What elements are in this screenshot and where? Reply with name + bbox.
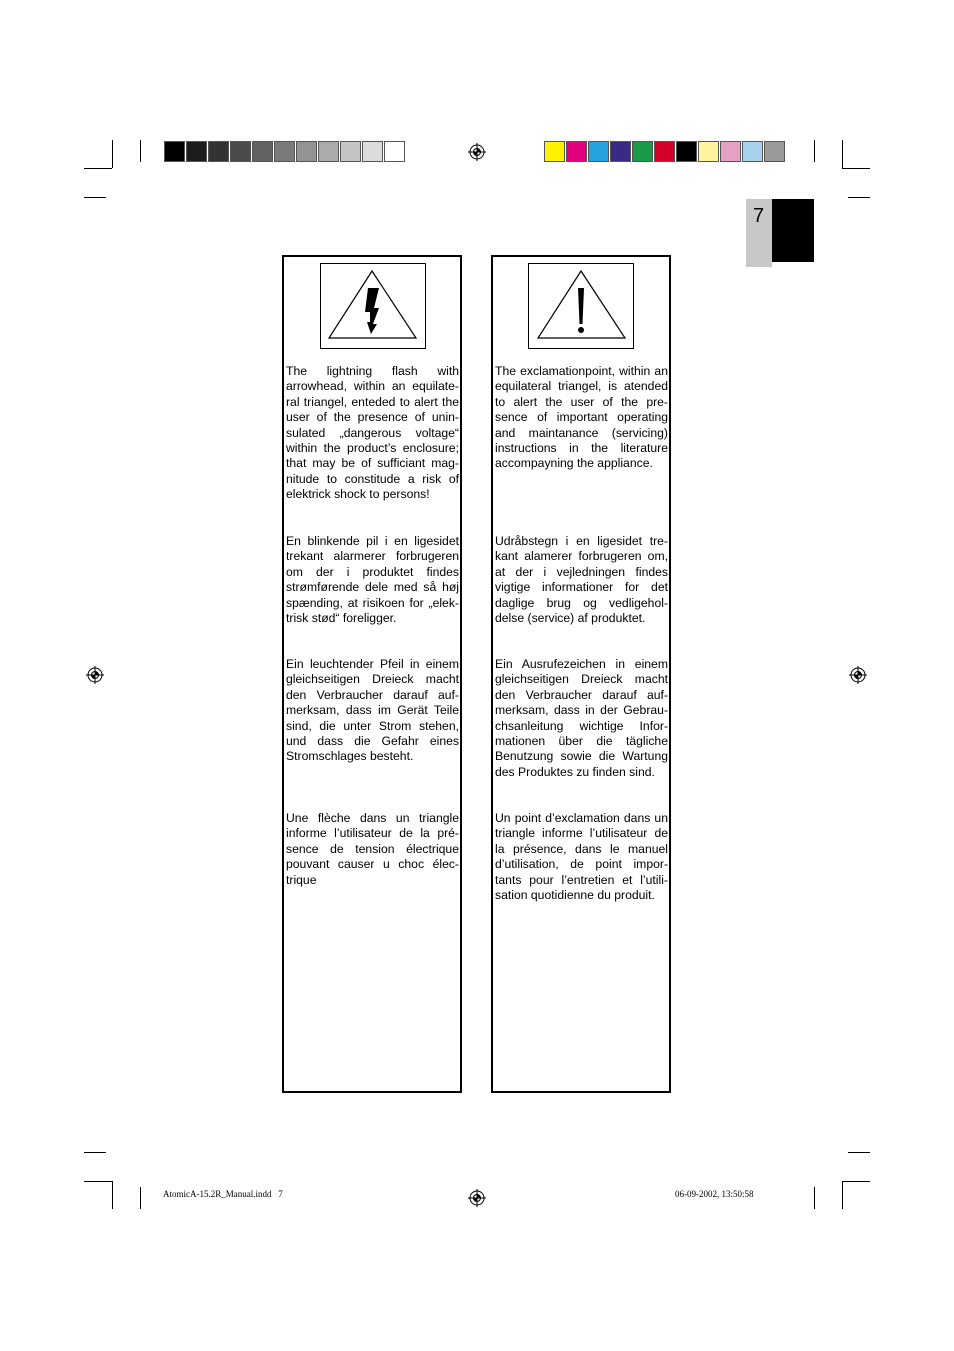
page-number-tab bbox=[746, 199, 772, 267]
grayscale-color-bar bbox=[164, 141, 406, 163]
exclamation-triangle-icon bbox=[529, 264, 632, 347]
color-swatch bbox=[274, 141, 295, 162]
color-swatch bbox=[764, 141, 785, 162]
crop-mark bbox=[84, 1181, 112, 1182]
crop-mark bbox=[84, 197, 106, 198]
color-swatch bbox=[720, 141, 741, 162]
color-swatch bbox=[654, 141, 675, 162]
footer-file-name: AtomicA-15.2R_Manual.indd 7 bbox=[163, 1189, 283, 1199]
color-swatch bbox=[296, 141, 317, 162]
footer-timestamp: 06-09-2002, 13:50:58 bbox=[675, 1189, 754, 1199]
color-swatch bbox=[318, 141, 339, 162]
color-swatch bbox=[610, 141, 631, 162]
crop-mark bbox=[814, 1187, 815, 1209]
caution-text-da: Udråbstegn i en ligesidet tre-kant alamerer forbrugeren om, at der i vejledningen findes vigtige informationer for det daglige brug og vedligehol-delse (service) af produktet. bbox=[495, 534, 668, 626]
page-tab-marker bbox=[772, 199, 814, 262]
caution-text-de: Ein Ausrufezeichen in einem gleichseitigen Dreieck macht den Verbraucher darauf auf-merksam, dass in der Gebrau-chsanleitung wichtige Infor-mationen über die tägliche Benutzung sowie die Wartung des Produktes zu finden sind. bbox=[495, 657, 668, 779]
crop-mark bbox=[84, 1152, 106, 1153]
registration-mark-icon bbox=[86, 666, 104, 684]
color-swatch bbox=[208, 141, 229, 162]
color-swatch bbox=[588, 141, 609, 162]
warning-text-fr: Une flèche dans un triangle informe l’utilisateur de la pré-sence de tension électrique pouvant causer u choc élec-trique bbox=[286, 811, 459, 887]
lightning-triangle-icon bbox=[321, 264, 424, 347]
color-swatch bbox=[698, 141, 719, 162]
registration-mark-icon bbox=[849, 666, 867, 684]
crop-mark bbox=[842, 140, 843, 168]
warning-text-da: En blinkende pil i en ligesidet trekant alarmerer forbrugeren om der i produktet findes strømførende dele med så høj spænding, at risikoen for „elek-trisk stød“ foreligger. bbox=[286, 534, 459, 626]
crop-mark bbox=[842, 1181, 870, 1182]
registration-mark-icon bbox=[468, 143, 486, 161]
color-swatch bbox=[632, 141, 653, 162]
crop-mark bbox=[112, 140, 113, 168]
crop-mark bbox=[848, 1152, 870, 1153]
caution-text-en: The exclamationpoint, within an equilateral triangel, is atended to alert the user of the pre-sence of important operating and maintanance (servicing) instructions in the literature accompayning the appliance. bbox=[495, 364, 668, 471]
color-swatch bbox=[252, 141, 273, 162]
color-swatch bbox=[164, 141, 185, 162]
warning-text-en: The lightning flash with arrowhead, within an equilate-ral triangel, enteded to alert the user of the presence of unin-sulated „dangerous voltage“ within the product’s enclosure; that may be of sufficiant mag-nitude to constitude a risk of elektrick shock to persons! bbox=[286, 364, 459, 502]
registration-mark-icon bbox=[468, 1189, 486, 1207]
warning-text-de: Ein leuchtender Pfeil in einem gleichseitigen Dreieck macht den Verbraucher darauf auf-merksam, dass im Gerät Teile sind, die unter Strom stehen, und dass die Gefahr eines Stromschlages besteht. bbox=[286, 657, 459, 764]
lightning-symbol-frame bbox=[320, 263, 426, 349]
crop-mark bbox=[842, 168, 870, 169]
crop-mark bbox=[140, 140, 141, 162]
color-swatch bbox=[230, 141, 251, 162]
caution-text-fr: Un point d’exclamation dans un triangle informe l’utilisateur de la présence, dans le manuel d’utilisation, de point impor-tants pour l’entretien et l’utili-sation quotidienne du produit. bbox=[495, 811, 668, 903]
color-swatch bbox=[742, 141, 763, 162]
crop-mark bbox=[848, 197, 870, 198]
crop-mark bbox=[814, 140, 815, 162]
process-color-bar bbox=[544, 141, 786, 163]
crop-mark bbox=[140, 1187, 141, 1209]
color-swatch bbox=[384, 141, 405, 162]
crop-mark bbox=[842, 1181, 843, 1209]
color-swatch bbox=[544, 141, 565, 162]
page-number: 7 bbox=[753, 205, 765, 227]
crop-mark bbox=[112, 1181, 113, 1209]
color-swatch bbox=[676, 141, 697, 162]
color-swatch bbox=[566, 141, 587, 162]
crop-mark bbox=[84, 168, 112, 169]
color-swatch bbox=[186, 141, 207, 162]
exclamation-symbol-frame bbox=[528, 263, 634, 349]
color-swatch bbox=[340, 141, 361, 162]
color-swatch bbox=[362, 141, 383, 162]
